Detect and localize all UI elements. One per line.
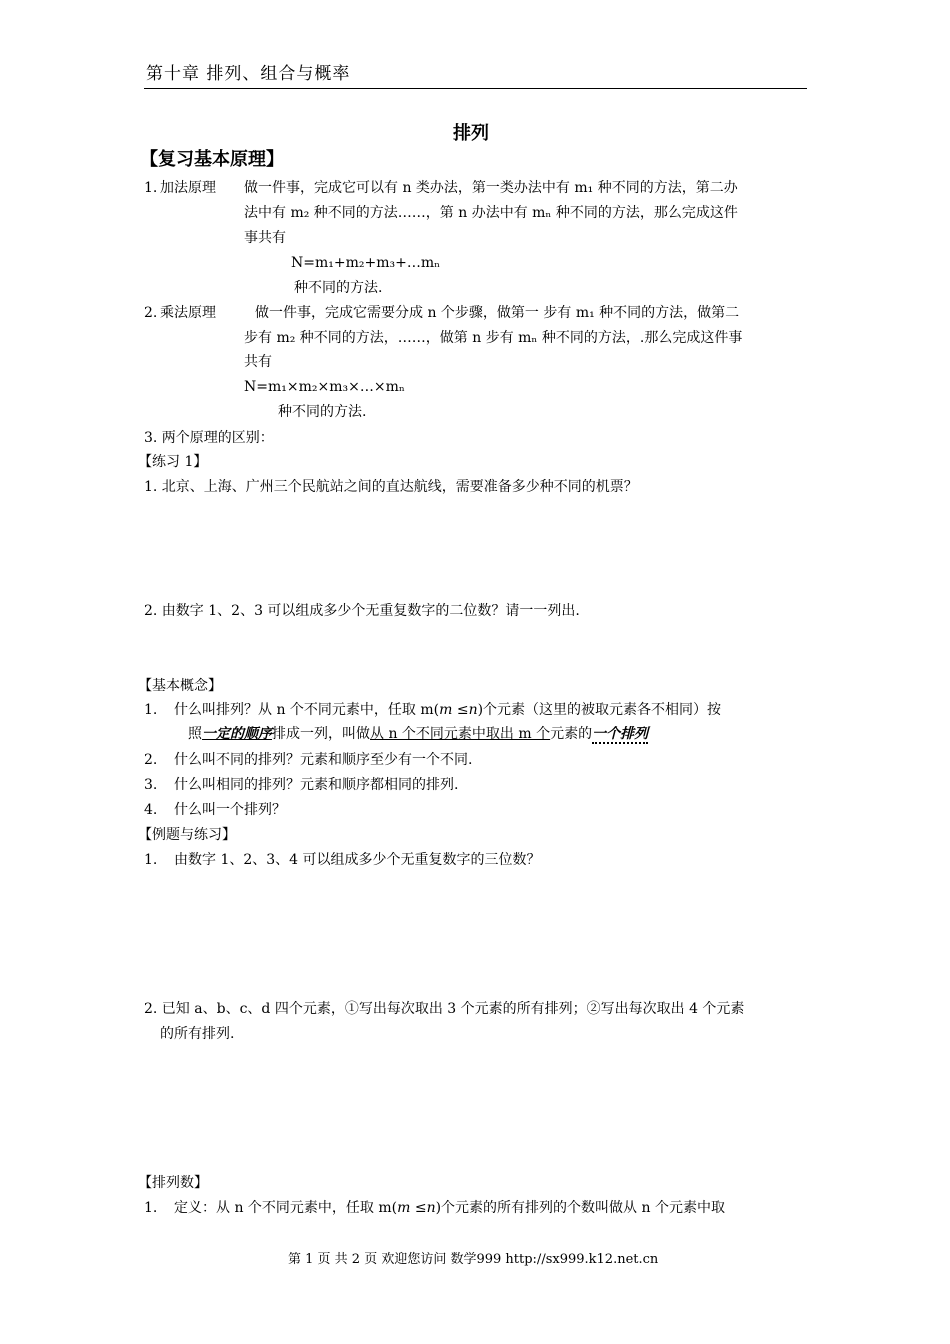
difference-line: 3. 两个原理的区别：	[144, 430, 274, 446]
concept3-num: 3.	[144, 777, 158, 793]
add-tail: 种不同的方法.	[294, 280, 383, 296]
mul-principle-line3: 共有	[244, 354, 272, 370]
review-heading: 【复习基本原理】	[140, 149, 284, 170]
example2-line2: 的所有排列.	[160, 1026, 235, 1042]
concept1-num: 1.	[144, 702, 158, 718]
add-principle-line3: 事共有	[244, 230, 286, 246]
concept3-text: 什么叫相同的排列？元素和顺序都相同的排列.	[174, 777, 459, 793]
page-title: 排列	[453, 123, 489, 144]
concepts-heading: 【基本概念】	[138, 678, 222, 694]
mul-principle-name: 乘法原理	[160, 305, 216, 321]
concept1-math: m ≤n	[439, 702, 478, 718]
perm-count-heading: 【排列数】	[138, 1175, 208, 1191]
practice1-heading: 【练习 1】	[138, 454, 208, 470]
add-principle-line2: 法中有 m₂ 种不同的方法……，第 n 办法中有 mₙ 种不同的方法，那么完成这件	[244, 205, 738, 221]
practice1-q1: 1. 北京、上海、广州三个民航站之间的直达航线，需要准备多少种不同的机票？	[144, 479, 638, 495]
mul-principle-line2: 步有 m₂ 种不同的方法，……，做第 n 步有 mₙ 种不同的方法，.那么完成这件事	[244, 330, 743, 346]
add-formula: N=m₁+m₂+m₃+…mₙ	[291, 255, 441, 271]
definition-text-b: )个元素的所有排列的个数叫做从 n 个元素中取	[435, 1200, 725, 1216]
examples-heading: 【例题与练习】	[138, 827, 236, 843]
practice1-q2: 2. 由数字 1、2、3 可以组成多少个无重复数字的二位数？请一一列出.	[144, 603, 580, 619]
example1-text: 由数字 1、2、3、4 可以组成多少个无重复数字的三位数？	[174, 852, 541, 868]
header-rule	[144, 88, 807, 89]
example2-line1: 2. 已知 a、b、c、d 四个元素，①写出每次取出 3 个元素的所有排列；②写出每次取出 4 个元素	[144, 1001, 745, 1017]
definition-text	[174, 1198, 725, 1218]
concept1-emph-order: 一定的顺序	[202, 726, 272, 742]
mul-principle-line1: 做一件事，完成它需要分成 n 个步骤，做第一 步有 m₁ 种不同的方法，做第二	[255, 305, 740, 321]
concept2-text: 什么叫不同的排列？元素和顺序至少有一个不同.	[174, 752, 473, 768]
definition-num: 1.	[144, 1200, 158, 1216]
concept1-text-c: 照	[188, 726, 202, 742]
chapter-header: 第十章 排列、组合与概率	[146, 64, 351, 84]
definition-text-a: 定义：从 n 个不同元素中，任取 m(	[174, 1200, 398, 1216]
concept4-text: 什么叫一个排列？	[174, 802, 286, 818]
add-principle-name: 加法原理	[160, 180, 216, 196]
concept4-num: 4.	[144, 802, 158, 818]
concept1-line1	[174, 700, 721, 720]
concept1-emph-one-permutation: 一个排列	[592, 726, 649, 742]
mul-formula: N=m₁×m₂×m₃×…×mₙ	[244, 379, 405, 395]
definition-math: m ≤n	[397, 1200, 436, 1216]
mul-tail: 种不同的方法.	[278, 404, 367, 420]
concept1-text-b: )个元素（这里的被取元素各不相同）按	[477, 702, 722, 718]
concept1-text-d: 排成一列，叫做	[272, 726, 370, 742]
concept1-underline: 从 n 个不同元素中取出 m 个	[370, 726, 551, 742]
concept2-num: 2.	[144, 752, 158, 768]
concept1-line2	[188, 724, 648, 744]
add-principle-line1: 做一件事，完成它可以有 n 类办法，第一类办法中有 m₁ 种不同的方法，第二办	[244, 180, 738, 196]
concept1-text-a: 什么叫排列？从 n 个不同元素中，任取 m(	[174, 702, 440, 718]
concept1-text-e: 元素的	[550, 726, 593, 742]
mul-principle-num: 2.	[144, 305, 158, 321]
example1-num: 1.	[144, 852, 158, 868]
page-footer: 第 1 页 共 2 页 欢迎您访问 数学999 http://sx999.k12.net.cn	[288, 1252, 659, 1267]
add-principle-num: 1.	[144, 180, 158, 196]
